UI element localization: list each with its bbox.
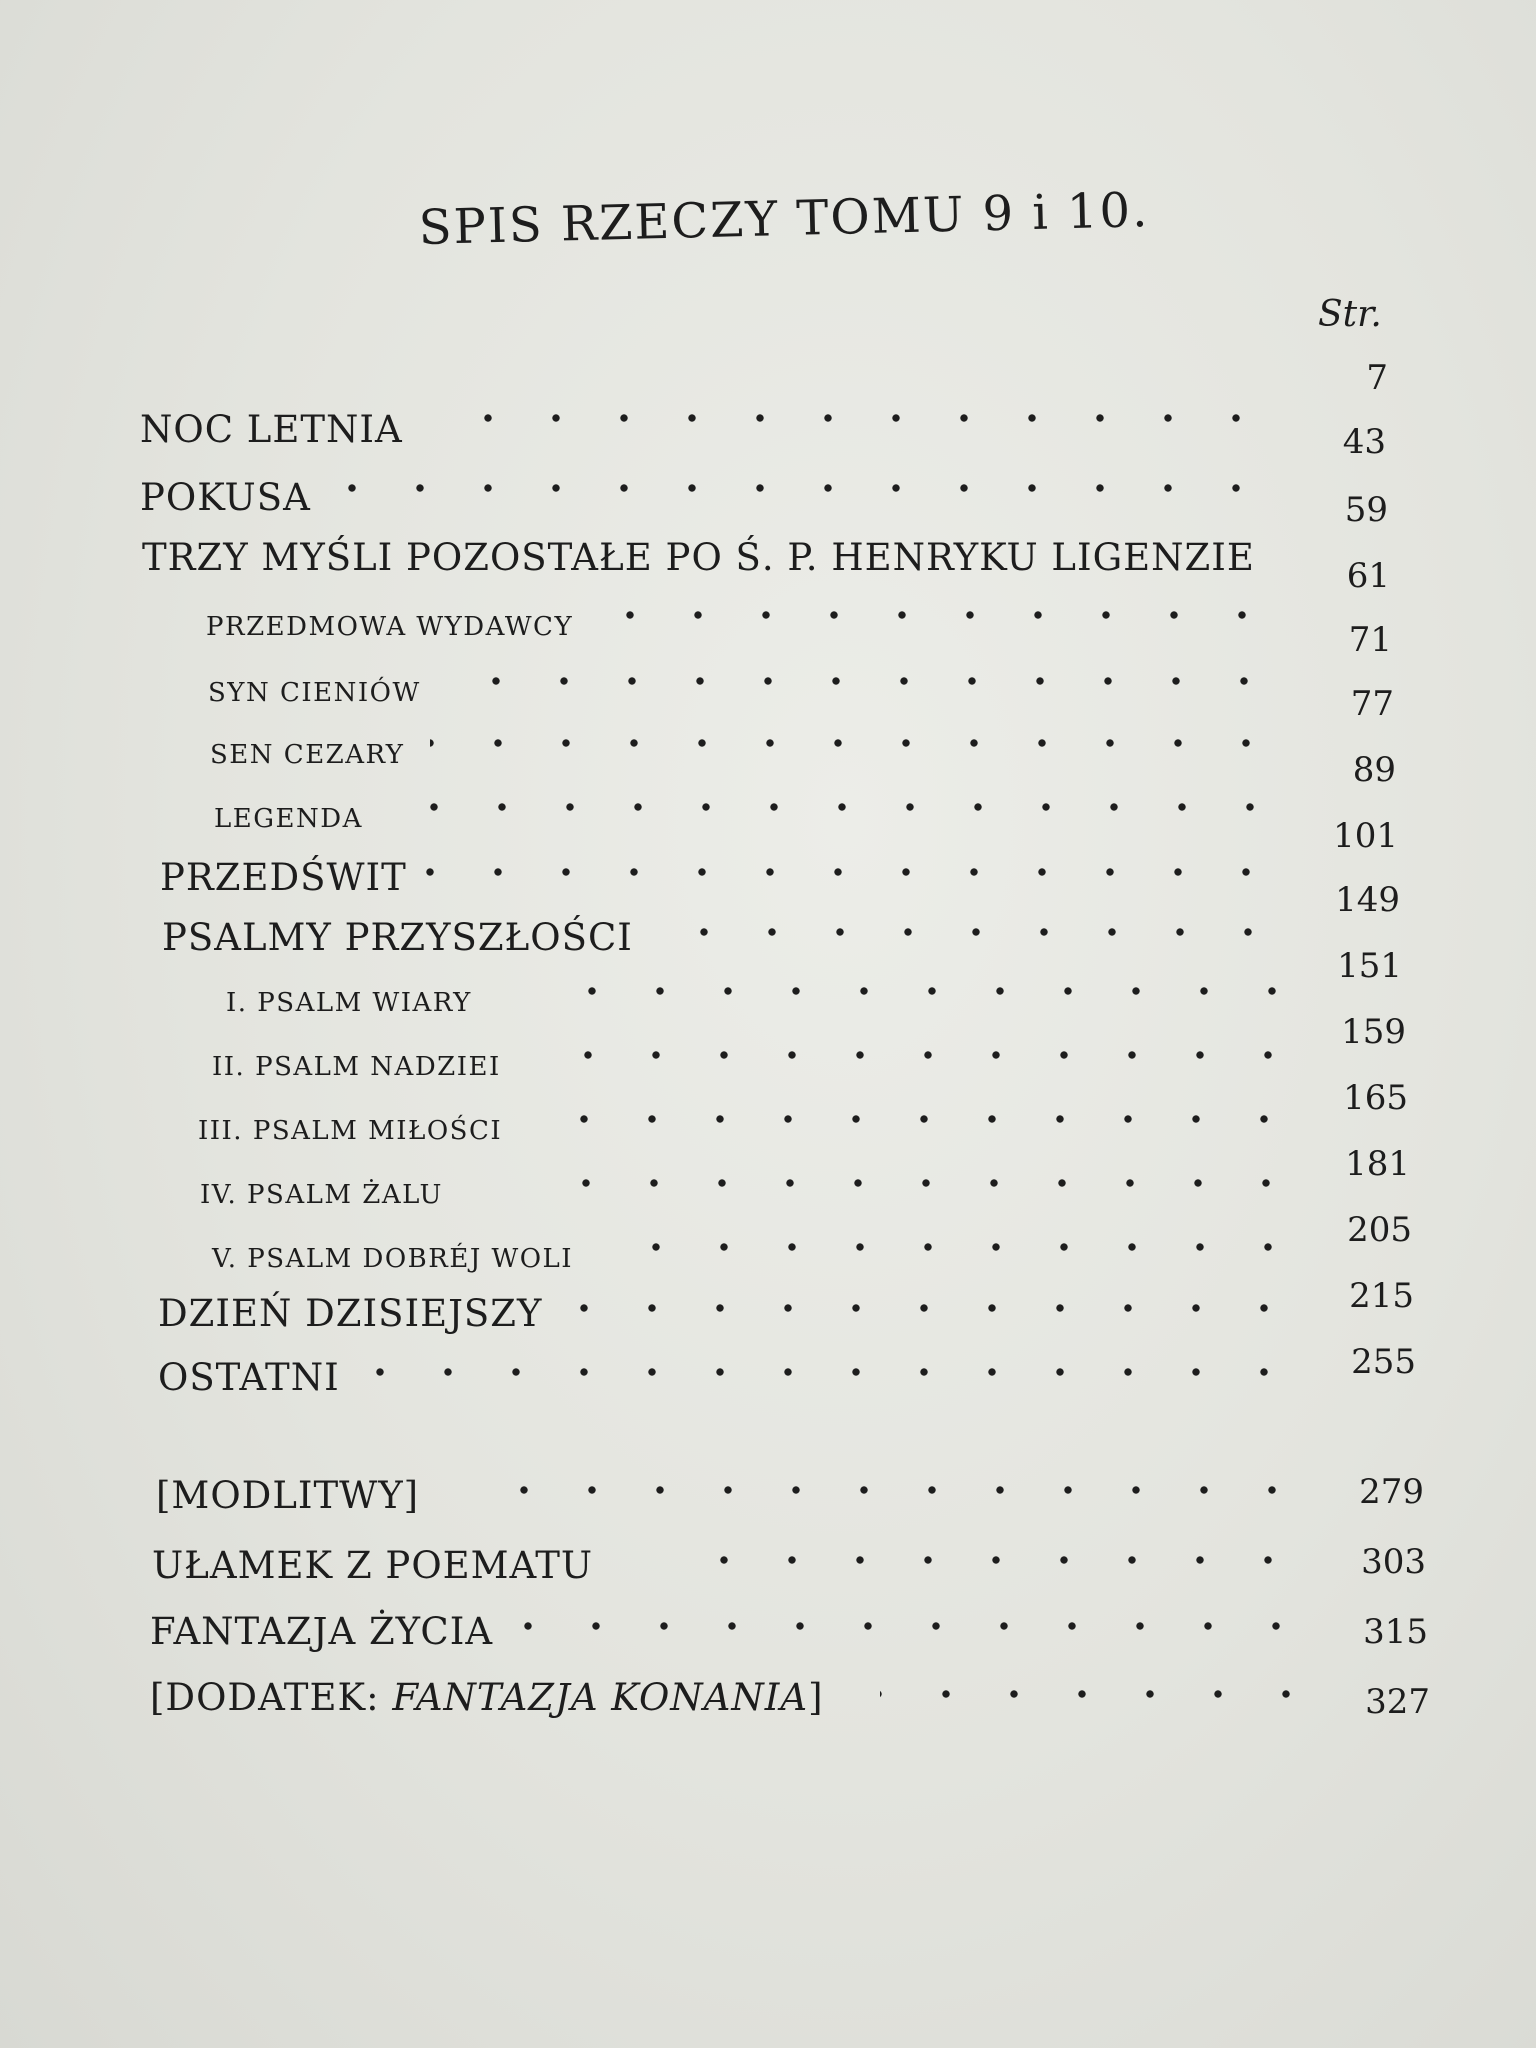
toc-entry-label: SYN CIENIÓW <box>208 678 421 708</box>
toc-entry-label: IV. PSALM ŻALU <box>200 1180 443 1210</box>
page-number: 303 <box>1361 1542 1426 1582</box>
dot-leader <box>880 1674 1320 1714</box>
toc-entry-label: LEGENDA <box>214 804 363 834</box>
toc-entry-label: OSTATNI <box>158 1356 340 1399</box>
toc-entry-label: PRZEDMOWA WYDAWCY <box>206 612 574 642</box>
dot-leader <box>414 792 1284 822</box>
dot-leader <box>510 1606 1310 1646</box>
dot-leader <box>558 1288 1298 1328</box>
page-number: 215 <box>1349 1276 1414 1316</box>
toc-entry-label: II. PSALM NADZIEI <box>212 1052 501 1082</box>
dot-leader <box>606 600 1276 630</box>
page-number: 149 <box>1335 880 1400 920</box>
toc-entry-label: POKUSA <box>140 476 311 519</box>
page-number: 71 <box>1348 620 1392 660</box>
dot-leader <box>642 912 1282 952</box>
page-number: 101 <box>1333 816 1398 856</box>
page-title: SPIS RZECZY TOMU 9 i 10. <box>418 182 1150 256</box>
dot-leader <box>486 1470 1306 1510</box>
dot-leader <box>552 1040 1302 1070</box>
dot-leader <box>348 1352 1298 1392</box>
toc-entry-label: I. PSALM WIARY <box>226 988 472 1018</box>
toc-entry-label <box>150 1676 824 1719</box>
dot-leader <box>430 728 1280 758</box>
page-number: 61 <box>1346 556 1390 596</box>
dot-leader <box>602 1232 1302 1262</box>
dot-leader <box>438 666 1278 696</box>
page-number: 327 <box>1365 1682 1430 1722</box>
toc-entry-label: III. PSALM MIŁOŚCI <box>198 1116 503 1146</box>
toc-entry-label-prefix: [DODATEK: <box>150 1676 393 1719</box>
page-number: 7 <box>1366 358 1388 398</box>
toc-entry-label: PSALMY PRZYSZŁOŚCI <box>162 916 633 959</box>
dot-leader <box>554 1168 1300 1198</box>
page-number: 279 <box>1359 1472 1424 1512</box>
toc-entry-label: UŁAMEK Z POEMATU <box>152 1544 594 1587</box>
toc-entry-label-italic: FANTAZJA KONANIA <box>392 1676 809 1719</box>
page-number: 151 <box>1337 946 1402 986</box>
toc-entry-label: V. PSALM DOBRÉJ WOLI <box>212 1244 574 1274</box>
page-number: 181 <box>1345 1144 1410 1184</box>
dot-leader <box>546 976 1306 1006</box>
page-number: 205 <box>1347 1210 1412 1250</box>
toc-entry-label: TRZY MYŚLI POZOSTAŁE PO Ś. P. HENRYKU LIGENZIE <box>142 536 1255 579</box>
toc-entry-label: NOC LETNIA <box>140 408 403 451</box>
toc-entry-label: SEN CEZARY <box>210 740 405 770</box>
toc-entry-label-suffix: ] <box>808 1676 824 1719</box>
dot-leader <box>420 852 1280 892</box>
page-number: 255 <box>1351 1342 1416 1382</box>
pages-column-header: Str. <box>1318 294 1382 335</box>
page-number: 59 <box>1344 490 1388 530</box>
page-number: 315 <box>1363 1612 1428 1652</box>
toc-entry-label: FANTAZJA ŻYCIA <box>150 1610 494 1653</box>
dot-leader <box>340 468 1270 508</box>
toc-entry-label: DZIEŃ DZISIEJSZY <box>158 1292 543 1335</box>
toc-entry-label: PRZEDŚWIT <box>160 856 407 899</box>
page-number: 77 <box>1350 684 1394 724</box>
page-number: 89 <box>1352 750 1396 790</box>
page-number: 165 <box>1343 1078 1408 1118</box>
dot-leader <box>470 398 1270 438</box>
page-number: 159 <box>1341 1012 1406 1052</box>
toc-entry-label: [MODLITWY] <box>156 1474 420 1517</box>
dot-leader <box>662 1540 1302 1580</box>
dot-leader <box>552 1104 1298 1134</box>
page-number: 43 <box>1342 422 1386 462</box>
